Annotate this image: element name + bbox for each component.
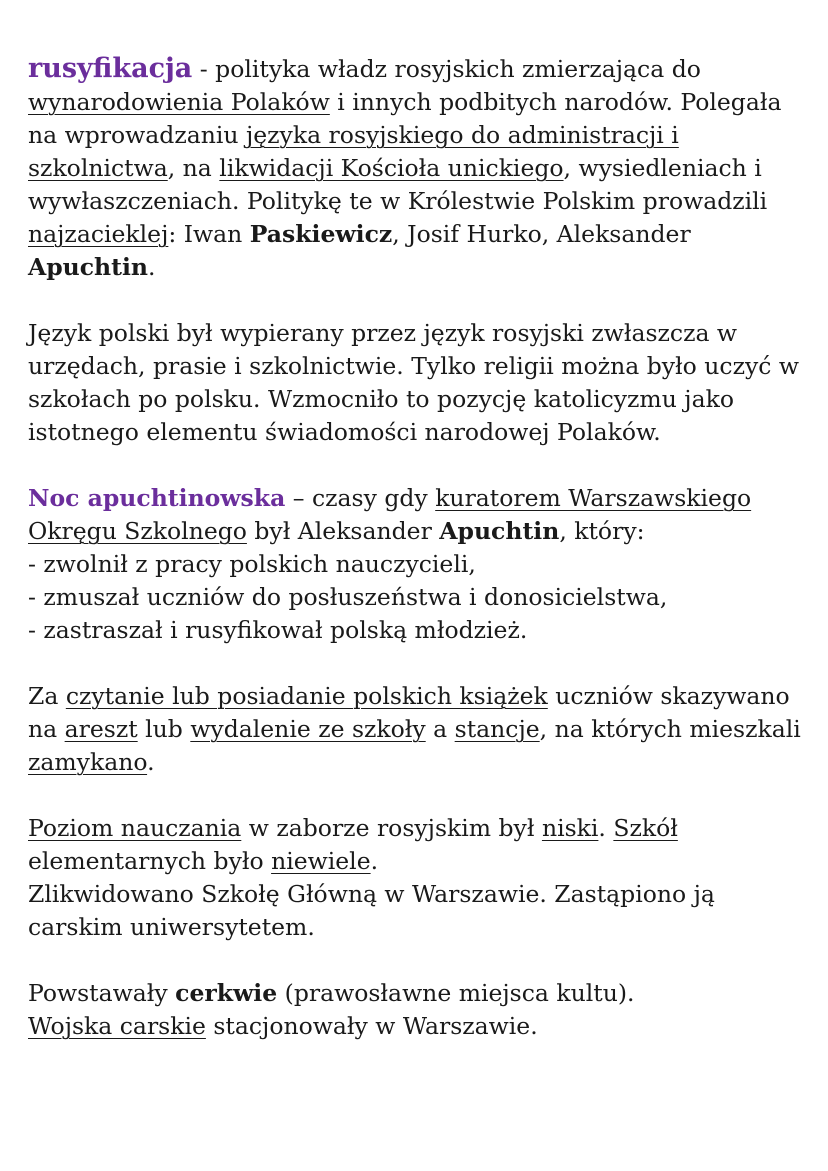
list-item: - zmuszał uczniów do posłuszeństwa i donosicielstwa, [28, 583, 668, 611]
text-segment: – czasy gdy [285, 484, 436, 512]
text-segment: . [598, 814, 614, 842]
underlined-phrase: zamykano [28, 748, 148, 776]
text-segment: - polityka władz rosyjskich zmierzająca do [192, 55, 701, 83]
paragraph-poziom-nauczania [28, 812, 808, 944]
bold-term: cerkwie [175, 979, 278, 1007]
text-segment: : Iwan [168, 220, 250, 248]
term-rusyfikacja: rusyfikacja [28, 53, 193, 84]
text-segment: Język polski był wypierany przez język rosyjski zwłaszcza w urzędach, prasie i szkolnictwie. Tylko religii można było uczyć w szkołach po polsku. Wzmocniło to pozycję katolicyzmu jako istotnego elementu świadomości narodowej Polaków. [28, 319, 799, 446]
bold-name: Paskiewicz [249, 220, 393, 248]
text-segment: . [148, 253, 156, 281]
bold-name: Apuchtin [28, 253, 149, 281]
text-segment: . [370, 847, 379, 875]
list-item: - zwolnił z pracy polskich nauczycieli, [28, 550, 476, 578]
term-noc-apuchtinowska: Noc apuchtinowska [28, 484, 286, 512]
text-segment: , na [167, 154, 220, 182]
text-segment: , na których mieszkali [539, 715, 801, 743]
text-segment: Zlikwidowano Szkołę Główną w Warszawie. Zastąpiono ją carskim uniwersytetem. [28, 880, 715, 941]
underlined-phrase: Poziom nauczania [28, 814, 242, 842]
text-segment: . [147, 748, 155, 776]
bold-name: Apuchtin [439, 517, 560, 545]
underlined-phrase: czytanie lub posiadanie polskich książek [65, 682, 548, 710]
paragraph-jezyk-polski [28, 317, 808, 449]
text-segment: i innych podbitych narodów. Polegała na wprowadzaniu [28, 88, 782, 149]
underlined-phrase: stancje [454, 715, 540, 743]
underlined-phrase: języka rosyjskiego do administracji i szkolnictwa [28, 121, 679, 182]
paragraph-rusyfikacja [28, 52, 808, 284]
text-segment: uczniów skazywano na [28, 682, 790, 743]
underlined-phrase: areszt [64, 715, 138, 743]
text-segment: w zaborze rosyjskim był [241, 814, 542, 842]
text-segment: (prawosławne miejsca kultu). [277, 979, 635, 1007]
text-segment: , który: [559, 517, 645, 545]
paragraph-cerkwie [28, 977, 808, 1043]
list-item: - zastraszał i rusyfikował polską młodzież. [28, 616, 528, 644]
text-segment: , Josif Hurko, Aleksander [392, 220, 691, 248]
underlined-phrase: kuratorem Warszawskiego Okręgu Szkolnego [28, 484, 752, 545]
underlined-phrase: najzacieklej [28, 220, 169, 248]
underlined-phrase: niski [541, 814, 599, 842]
text-segment: Za [28, 682, 66, 710]
text-segment: a [425, 715, 455, 743]
text-segment: był Aleksander [246, 517, 440, 545]
underlined-phrase: wynarodowienia Polaków [28, 88, 330, 116]
paragraph-kary [28, 680, 808, 779]
underlined-phrase: likwidacji Kościoła unickiego [219, 154, 564, 182]
document-page [28, 52, 808, 1076]
text-segment: lub [137, 715, 191, 743]
text-segment: elementarnych było [28, 847, 272, 875]
underlined-phrase: Wojska carskie [28, 1012, 206, 1040]
underlined-phrase: wydalenie ze szkoły [190, 715, 426, 743]
text-segment: stacjonowały w Warszawie. [205, 1012, 538, 1040]
underlined-phrase: Szkół [613, 814, 678, 842]
text-segment: Powstawały [28, 979, 176, 1007]
paragraph-noc-apuchtinowska [28, 482, 808, 647]
underlined-phrase: niewiele [271, 847, 371, 875]
text-segment: , wysiedleniach i wywłaszczeniach. Politykę te w Królestwie Polskim prowadzili [28, 154, 768, 215]
